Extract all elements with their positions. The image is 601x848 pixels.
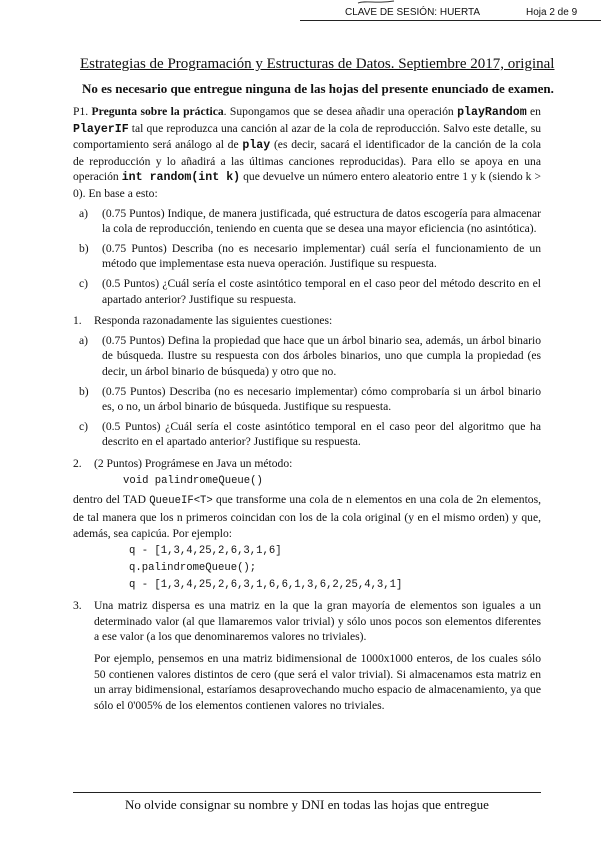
item-label: c) [79,419,89,433]
p1-number: P1. [73,105,89,118]
item-label: c) [79,276,89,290]
p1-heading: Pregunta sobre la práctica [91,105,224,118]
item-label: a) [79,206,89,220]
question-p1 [73,104,541,202]
footer-rule [73,792,541,793]
question-3-example [73,651,541,713]
q2-description [73,492,541,541]
question-1 [73,313,541,329]
code-line: q - [1,3,4,25,2,6,3,1,6] [129,545,282,558]
p1-subitems [73,206,541,308]
p1-text-5: que devuelve un número entero aleatorio entre 1 y k (siendo k > 0). En base a esto: [73,170,541,200]
q1-item-c [73,419,541,450]
p1-code-playerif: PlayerIF [73,122,129,136]
item-text: (0.75 Puntos) Indique, de manera justificada, qué estructura de datos escogería para almacenar la cola de reproducción, teniendo en cuenta que se desea una mayor eficiencia (no asintótica). [102,206,541,236]
exam-notice: No es necesario que entregue ninguna de las hojas del presente enunciado de examen. [82,81,554,96]
question-number: 1. [73,314,82,328]
question-text: Por ejemplo, pensemos en una matriz bidimensional de 1000x1000 enteros, de los cuales sólo 50 contienen valores distintos de cero (que será el valor trivial). Si almacenamos esta matriz en un array bidimensional, estaríamos desaprovechando mucho espacio de almacenamiento, ya que sólo el 0'005% de los elementos contienen valores no triviales. [94,652,541,712]
q1-item-a [73,333,541,380]
indent [73,651,94,713]
exam-body [73,104,541,713]
q2-text-2: que transforme una cola de n elementos en una cola de 2n elementos, de tal manera que los n primeros coincidan con los de la cola original (y en el mismo orden) y que, además, sea capicúa. Por ejemplo: [73,493,541,540]
pen-mark-icon [356,0,396,5]
item-text: (0.75 Puntos) Describa (no es necesario implementar) cómo comprobaría si un árbol binario es, o no, un árbol binario de búsqueda. Justifique su respuesta. [102,384,541,414]
page-footer [73,797,541,813]
question-3 [73,598,541,645]
header-rule [300,20,601,21]
p1-text-2: en [526,105,541,118]
q1-subitems [73,333,541,450]
item-label: b) [79,384,89,398]
item-text: (0.75 Puntos) Describa (no es necesario implementar) cuál sería el funcionamiento de un método que implementase esta nueva operación. Justifique su respuesta. [102,241,541,271]
p1-item-c [73,276,541,307]
p1-code-random: int random(int k) [121,171,241,185]
page-header [0,5,601,21]
exam-title: Estrategias de Programación y Estructuras de Datos. Septiembre 2017, original [80,56,555,72]
p1-code-play: play [242,139,271,153]
p1-text-4: (es decir, sacará el identificador de la canción de la cola de reproducción y lo añadirá a las últimas canciones reproducidas). Para ello se apoya en una operación [73,138,541,184]
question-2 [73,456,541,472]
p1-text-3: tal que reproduzca una canción al azar de la cola de reproducción. Salvo este detalle, su comportamiento será análogo al de [73,121,541,152]
question-text: Responda razonadamente las siguientes cuestiones: [94,314,333,328]
p1-text-1: . Supongamos que se desea añadir una operación [223,105,458,118]
question-number: 3. [73,599,82,613]
item-label: b) [79,241,89,255]
footer-text: No olvide consignar su nombre y DNI en todas las hojas que entregue [125,797,489,812]
q2-text-1: dentro del TAD [73,493,150,507]
code-line: q.palindromeQueue(); [129,562,257,575]
q1-item-b [73,384,541,415]
code-line: q - [1,3,4,25,2,6,3,1,6,6,1,3,6,2,25,4,3,1] [129,579,403,592]
question-text: (2 Puntos) Prográmese en Java un método: [94,456,293,470]
p1-item-a [73,206,541,237]
q2-code-queueif: QueueIF<T> [149,495,213,508]
item-text: (0.5 Puntos) ¿Cuál sería el coste asintótico temporal en el caso peor del método descrito en el apartado anterior? Justifique su respuesta. [102,276,541,306]
item-label: a) [79,333,89,347]
p1-code-playrandom: playRandom [457,106,527,119]
session-key: CLAVE DE SESIÓN: HUERTA [345,7,481,18]
item-text: (0.75 Puntos) Defina la propiedad que hace que un árbol binario sea, además, un árbol binario de búsqueda. Ilustre su respuesta con dos árboles binarios, uno que cumpla la propiedad (es decir, un árbol binario de búsqueda) y otro que no. [102,333,541,378]
sheet-number: Hoja 2 de 9 [526,7,578,18]
item-text: (0.5 Puntos) ¿Cuál sería el coste asintótico temporal en el caso peor del algoritmo que ha descrito en el apartado anterior? Justifique su respuesta. [102,419,541,449]
question-number: 2. [73,456,82,470]
question-text: Una matriz dispersa es una matriz en la que la gran mayoría de elementos son iguales a un determinado valor (al que llamaremos valor trivial) y sólo unos pocos son elementos diferentes a ese valor (a los que denominaremos valores no triviales). [94,599,541,644]
p1-item-b [73,241,541,272]
method-signature: void palindromeQueue() [123,475,263,488]
code-example [129,543,541,594]
